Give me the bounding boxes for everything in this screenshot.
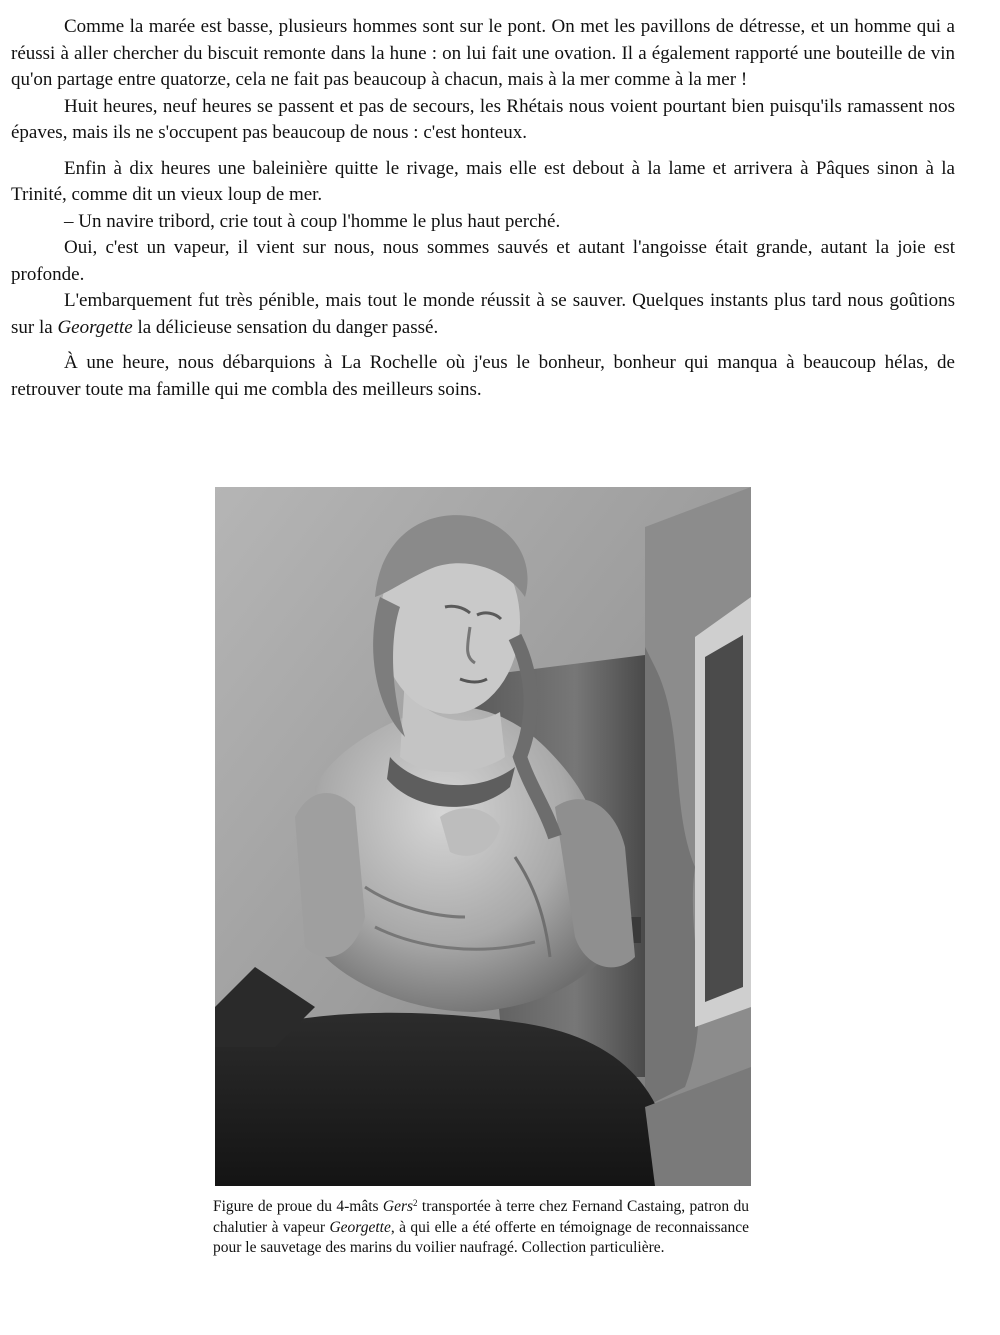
caption-text: Figure de proue du 4-mâts xyxy=(213,1198,383,1215)
caption-ship-name: Gers xyxy=(382,1198,414,1215)
paragraph-text: la délicieuse sensation du danger passé. xyxy=(132,316,439,338)
body-text xyxy=(11,14,955,403)
caption-trawler-name: Georgette xyxy=(329,1218,391,1236)
caption-text: , à qui elle a été offerte en témoignage de reconnaissance pour le sauvetage des marins du voilier naufragé. Collection particulière. xyxy=(213,1218,749,1256)
ship-name: Georgette xyxy=(57,316,133,338)
paragraph: Oui, c'est un vapeur, il vient sur nous, nous sommes sauvés et autant l'angoisse était grande, autant la joie est profonde. xyxy=(11,237,955,285)
paragraph: Enfin à dix heures une baleinière quitte le rivage, mais elle est debout à la lame et arrivera à Pâques sinon à la Trinité, comme dit un vieux loup de mer. xyxy=(11,157,955,205)
paragraph: Huit heures, neuf heures se passent et pas de secours, les Rhétais nous voient pourtant bien puisqu'ils ramassent nos épaves, mais ils ne s'occupent pas beaucoup de nous : c'est honteux. xyxy=(11,95,955,143)
caption-text: transportée à terre chez Fernand Castaing, patron du chalutier à vapeur xyxy=(213,1198,749,1236)
figurehead-photograph xyxy=(215,487,751,1186)
footnote-marker: 2 xyxy=(413,1198,418,1208)
paragraph xyxy=(11,288,955,341)
paragraph-dialogue: – Un navire tribord, crie tout à coup l'homme le plus haut perché. xyxy=(64,210,561,232)
paragraph: À une heure, nous débarquions à La Rochelle où j'eus le bonheur, bonheur qui manqua à beaucoup hélas, de retrouver toute ma famille qui me combla des meilleurs soins. xyxy=(11,352,955,400)
paragraph-text: L'embarquement fut très pénible, mais tout le monde réussit à se sauver. Quelques instants plus tard nous goûtions sur la xyxy=(11,290,955,338)
figure-caption xyxy=(213,1197,749,1259)
paragraph: Comme la marée est basse, plusieurs hommes sont sur le pont. On met les pavillons de détresse, et un homme qui a réussi à aller chercher du biscuit remonte dans la hune : on lui fait une ovation. Il a également rapporté une bouteille de vin qu'on partage entre quatorze, cela ne fait pas beaucoup à chacun, mais à la mer comme à la mer ! xyxy=(11,16,955,90)
